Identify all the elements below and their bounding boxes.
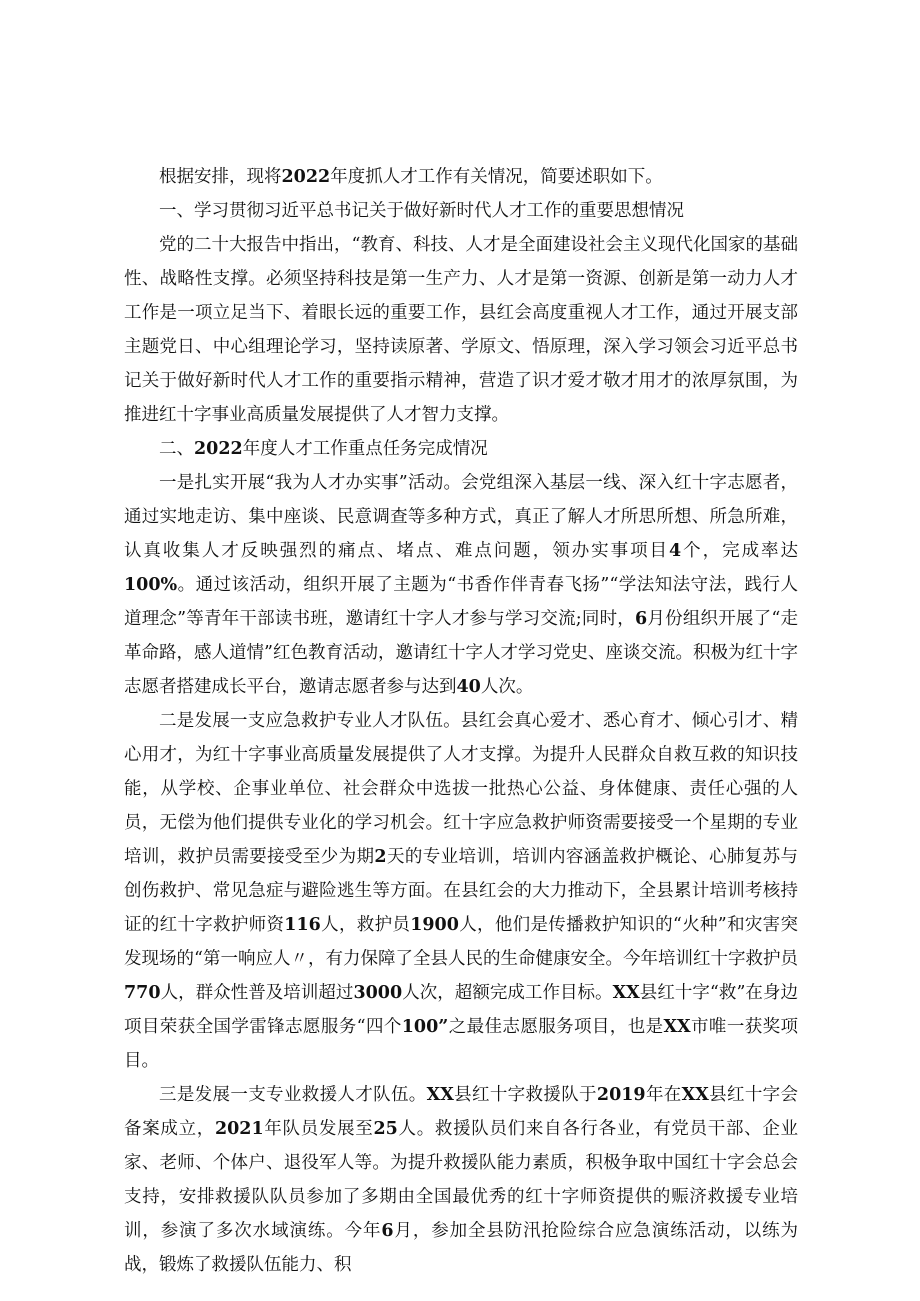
text-segment: 。通过该活动，组织开展了主题为“书香作伴青春飞扬”“学法知法守法，践行人道理念”等青年干部读书班，邀请红十字人才参与学习交流;同时， bbox=[124, 575, 798, 629]
text-segment: 人，救护员 bbox=[320, 915, 411, 935]
text-segment: 人，群众性普及培训超过 bbox=[160, 983, 354, 1003]
text-segment: 根据安排，现将 bbox=[159, 167, 282, 187]
text-segment: 月，参加全县防汛抢险综合应急演练活动，以练为战，锻炼了救援队伍能力、积 bbox=[124, 1221, 799, 1275]
text-segment: 人次，超额完成工作目标。 bbox=[402, 983, 613, 1003]
text-segment: 月份组织开展了“走革命路，感人道情”红色教育活动，邀请红十字人才学习党史、座谈交流。积极为红十字志愿者搭建成长平台，邀请志愿者参与达到 bbox=[124, 609, 798, 697]
document-body bbox=[124, 160, 798, 1282]
emphasized-value: 116 bbox=[284, 915, 321, 935]
text-segment: 天的专业培训，培训内容涵盖救护概论、心肺复苏与创伤救护、常见急症与避险逃生等方面。在县红会的大力推动下，全县累计培训考核持证的红十字救护师资 bbox=[124, 847, 799, 935]
text-segment: 一是扎实开展“我为人才办实事”活动。会党组深入基层一线、深入红十字志愿者，通过实地走访、集中座谈、民意调查等多种方式，真正了解人才所思所想、所急所难，认真收集人才反映强烈的痛点、堵点、难点问题，领办实事项目 bbox=[124, 473, 798, 561]
text-segment: 县红十字救援队于 bbox=[453, 1085, 597, 1105]
text-segment: 县红十字“救”在身边项目荣获全国学雷锋志愿服务“四个 bbox=[124, 983, 798, 1037]
text-segment: 一、学习贯彻习近平总书记关于做好新时代人才工作的重要思想情况 bbox=[159, 201, 684, 221]
body-paragraph bbox=[124, 228, 798, 432]
text-segment: 党的二十大报告中指出，“教育、科技、人才是全面建设社会主义现代化国家的基础性、战略性支撑。必须坚持科技是第一生产力、人才是第一资源、创新是第一动力人才工作是一项立足当下、着眼长远的重要工作，县红会高度重视人才工作，通过开展支部主题党日、中心组理论学习，坚持读原著、学原文、悟原理，深入学习领会习近平总书记关于做好新时代人才工作的重要指示精神，营造了识才爱才敬才用才的浓厚氛围，为推进红十字事业高质量发展提供了人才智力支撑。 bbox=[124, 235, 798, 425]
emphasized-value: 6 bbox=[381, 1221, 394, 1241]
emphasized-value: 2022 bbox=[281, 167, 331, 187]
emphasized-value: 25 bbox=[373, 1119, 398, 1139]
emphasized-value: 100% bbox=[124, 575, 178, 595]
text-segment: 人。救援队员们来自各行各业，有党员干部、企业家、老师、个体户、退役军人等。为提升救援队能力素质，积极争取中国红十字会总会支持，安排救援队队员参加了多期由全国最优秀的红十字师资提供的赈济救援专业培训，参演了多次水域演练。今年 bbox=[124, 1119, 799, 1241]
emphasized-value: 2 bbox=[374, 847, 387, 867]
text-segment: 人，他们是传播救护知识的“火种”和灾害突发现场的“第一响应人〃，有力保障了全县人民的生命健康安全。今年培训红十字救护员 bbox=[124, 915, 798, 969]
text-segment: 年度抓人才工作有关情况，简要述职如下。 bbox=[330, 167, 663, 187]
text-segment: 年队员发展至 bbox=[263, 1119, 374, 1139]
emphasized-value: 1900 bbox=[410, 915, 459, 935]
text-segment: 市唯一获奖项目。 bbox=[124, 1017, 799, 1071]
emphasized-value: XX bbox=[663, 1017, 691, 1037]
text-segment: 人次。 bbox=[480, 677, 534, 697]
emphasized-value: 2022 bbox=[194, 439, 243, 459]
body-paragraph bbox=[124, 1078, 798, 1282]
section-heading bbox=[124, 432, 798, 466]
emphasized-value: 3000 bbox=[353, 983, 403, 1003]
emphasized-value: 100” bbox=[401, 1017, 449, 1037]
text-segment: 个，完成率达 bbox=[681, 541, 799, 561]
text-segment: 之最佳志愿服务项目，也是 bbox=[448, 1017, 664, 1037]
text-segment: 县红十字会备案成立， bbox=[124, 1085, 799, 1139]
text-segment: 二、 bbox=[159, 439, 194, 459]
text-segment: 年度人才工作重点任务完成情况 bbox=[242, 439, 488, 459]
emphasized-value: XX bbox=[426, 1085, 454, 1105]
text-segment: 二是发展一支应急救护专业人才队伍。县红会真心爱才、悉心育才、倾心引才、精心用才，为红十字事业高质量发展提供了人才支撑。为提升人民群众自救互救的知识技能，从学校、企事业单位、社会群众中选拔一批热心公益、身体健康、责任心强的人员，无偿为他们提供专业化的学习机会。红十字应急救护师资需要接受一个星期的专业培训，救护员需要接受至少为期 bbox=[124, 711, 798, 867]
emphasized-value: 6 bbox=[635, 609, 648, 629]
text-segment: 年在 bbox=[645, 1085, 682, 1105]
section-heading bbox=[124, 194, 798, 228]
text-segment: 三是发展一支专业救援人才队伍。 bbox=[159, 1085, 427, 1105]
body-paragraph bbox=[124, 466, 798, 704]
emphasized-value: 770 bbox=[124, 983, 161, 1003]
emphasized-value: 2021 bbox=[214, 1119, 264, 1139]
emphasized-value: 40 bbox=[456, 677, 481, 697]
emphasized-value: 2019 bbox=[596, 1085, 646, 1105]
emphasized-value: XX bbox=[612, 983, 640, 1003]
body-paragraph bbox=[124, 704, 798, 1078]
intro-paragraph bbox=[124, 160, 798, 194]
emphasized-value: XX bbox=[681, 1085, 709, 1105]
emphasized-value: 4 bbox=[669, 541, 682, 561]
